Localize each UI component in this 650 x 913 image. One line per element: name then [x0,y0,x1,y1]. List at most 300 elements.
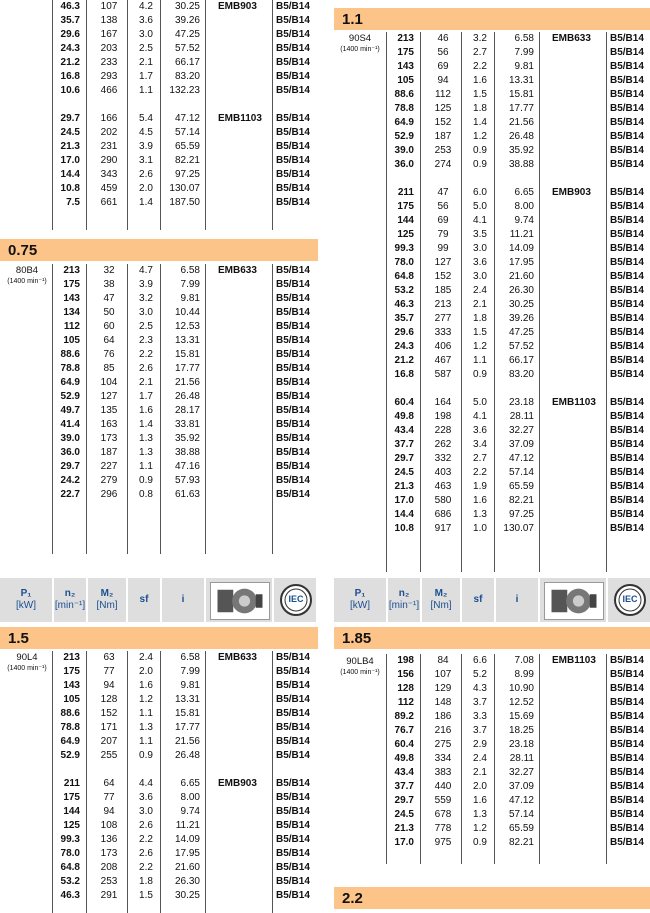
mounting-cell: B5/B14 [610,669,644,680]
column-header-left [0,578,318,622]
torque-cell: 32 [103,265,115,276]
speed-cell: 64.9 [60,377,80,388]
table-row [0,707,316,721]
mounting-cell: B5/B14 [276,307,310,318]
speed-cell: 37.7 [394,781,414,792]
ratio-cell: 21.60 [174,862,200,873]
table-row [0,721,316,735]
speed-cell: 22.7 [60,489,80,500]
mounting-cell: B5/B14 [276,29,310,40]
speed-cell: 128 [397,683,414,694]
speed-cell: 88.6 [60,708,80,719]
ratio-cell: 15.81 [174,349,200,360]
speed-cell: 64.8 [394,271,414,282]
service-factor-cell: 1.5 [473,89,487,100]
ratio-cell: 8.00 [514,201,534,212]
gear-motor-icon [544,582,604,620]
ratio-cell: 57.14 [508,809,534,820]
section-band-1-1 [334,8,650,30]
table-row [334,682,650,696]
model-cell: EMB1103 [552,397,596,408]
table-row [334,32,650,46]
service-factor-cell: 2.4 [473,285,487,296]
mounting-cell: B5/B14 [276,694,310,705]
table-row [334,738,650,752]
header-power [334,578,386,622]
speed-cell: 105 [397,75,414,86]
torque-cell: 166 [100,113,118,124]
model-cell: EMB633 [552,33,591,44]
table-row [334,74,650,88]
speed-cell: 21.2 [60,57,80,68]
service-factor-cell: 1.4 [139,197,153,208]
ratio-cell: 17.95 [508,257,534,268]
ratio-cell: 65.59 [508,481,534,492]
mounting-cell: B5/B14 [610,75,644,86]
speed-cell: 175 [63,792,80,803]
speed-cell: 29.7 [394,795,414,806]
table-row [0,278,316,292]
torque-cell: 332 [434,453,452,464]
torque-cell: 107 [100,1,118,12]
torque-cell: 127 [434,257,452,268]
speed-cell: 49.7 [60,405,80,416]
header-ratio [162,578,204,622]
ratio-cell: 12.52 [508,697,534,708]
mounting-cell: B5/B14 [276,708,310,719]
table-row [0,833,316,847]
mounting-cell: B5/B14 [610,285,644,296]
speed-cell: 105 [63,694,80,705]
torque-cell: 127 [100,391,118,402]
mounting-cell: B5/B14 [610,369,644,380]
speed-cell: 35.7 [60,15,80,26]
table-row [0,168,316,182]
mounting-cell: B5/B14 [276,15,310,26]
mounting-cell: B5/B14 [276,461,310,472]
header-symbol: sf [139,594,149,605]
table-row [0,651,316,665]
mounting-cell: B5/B14 [610,355,644,366]
service-factor-cell: 1.3 [139,433,153,444]
speed-cell: 46.3 [394,299,414,310]
service-factor-cell: 1.6 [139,680,153,691]
header-symbol: sf [473,594,483,605]
table-row [334,116,650,130]
service-factor-cell: 2.1 [473,767,487,778]
table-row [0,847,316,861]
table-row [0,0,316,14]
speed-cell: 60.4 [394,739,414,750]
service-factor-cell: 2.2 [139,834,153,845]
torque-cell: 164 [434,397,452,408]
ratio-cell: 132.23 [169,85,200,96]
torque-cell: 975 [434,837,452,848]
service-factor-cell: 1.8 [473,103,487,114]
mounting-cell: B5/B14 [610,495,644,506]
ratio-cell: 57.52 [508,341,534,352]
table-1-1 [334,32,650,572]
mounting-cell: B5/B14 [276,57,310,68]
speed-cell: 16.8 [394,369,414,380]
table-row [0,861,316,875]
ratio-cell: 38.88 [508,159,534,170]
ratio-cell: 35.92 [174,433,200,444]
service-factor-cell: 2.0 [139,666,153,677]
ratio-cell: 130.07 [169,183,200,194]
service-factor-cell: 2.4 [473,753,487,764]
table-row [0,28,316,42]
speed-cell: 125 [63,820,80,831]
speed-cell: 10.6 [60,85,80,96]
table-1-85 [334,654,650,864]
torque-cell: 467 [434,355,452,366]
table-row [334,766,650,780]
service-factor-cell: 5.4 [139,113,153,124]
motor-rpm: (1400 min⁻¹) [7,278,47,285]
service-factor-cell: 2.7 [473,47,487,58]
mounting-cell: B5/B14 [610,131,644,142]
table-row [334,158,650,172]
service-factor-cell: 1.8 [139,876,153,887]
table-row [0,679,316,693]
section-band-1-5 [0,627,318,649]
service-factor-cell: 1.8 [473,313,487,324]
ratio-cell: 12.53 [174,321,200,332]
ratio-cell: 82.21 [508,495,534,506]
torque-cell: 76 [103,349,115,360]
service-factor-cell: 3.0 [473,271,487,282]
speed-cell: 29.7 [394,453,414,464]
left-top-table [0,0,316,230]
speed-cell: 21.3 [394,481,414,492]
section-power-title: 1.85 [342,630,372,647]
speed-cell: 211 [397,187,414,198]
ratio-cell: 28.11 [509,753,534,764]
service-factor-cell: 1.7 [139,391,153,402]
ratio-cell: 47.25 [508,327,534,338]
ratio-cell: 37.09 [508,781,534,792]
service-factor-cell: 2.2 [139,349,153,360]
service-factor-cell: 0.8 [139,489,153,500]
speed-cell: 52.9 [394,131,414,142]
service-factor-cell: 1.1 [139,708,153,719]
ratio-cell: 7.99 [180,666,200,677]
table-row [0,390,316,404]
speed-cell: 41.4 [60,419,80,430]
header-output-torque [422,578,460,622]
service-factor-cell: 1.6 [473,75,487,86]
torque-cell: 173 [100,848,118,859]
speed-cell: 7.5 [66,197,80,208]
torque-cell: 167 [100,29,118,40]
ratio-cell: 83.20 [508,369,534,380]
service-factor-cell: 3.2 [139,293,153,304]
speed-cell: 21.3 [60,141,80,152]
table-row [334,298,650,312]
header-unit: [Nm] [96,600,118,611]
ratio-cell: 37.09 [508,439,534,450]
service-factor-cell: 2.1 [139,377,153,388]
torque-cell: 138 [100,15,118,26]
ratio-cell: 13.31 [508,75,534,86]
speed-cell: 29.7 [60,113,80,124]
speed-cell: 49.8 [394,411,414,422]
ratio-cell: 57.93 [174,475,200,486]
ratio-cell: 61.63 [174,489,200,500]
ratio-cell: 13.31 [174,335,200,346]
speed-cell: 36.0 [60,447,80,458]
table-row [0,196,316,210]
header-service-factor [462,578,494,622]
model-cell: EMB633 [218,265,257,276]
ratio-cell: 17.77 [174,722,200,733]
torque-cell: 917 [434,523,452,534]
header-power [0,578,52,622]
speed-cell: 29.7 [60,461,80,472]
speed-cell: 52.9 [60,391,80,402]
mounting-cell: B5/B14 [610,145,644,156]
section-band-0-75 [0,239,318,261]
service-factor-cell: 3.0 [473,243,487,254]
table-row [0,42,316,56]
torque-cell: 77 [103,792,115,803]
torque-cell: 129 [434,683,452,694]
mounting-cell: B5/B14 [610,397,644,408]
table-row [334,494,650,508]
speed-cell: 37.7 [394,439,414,450]
torque-cell: 148 [434,697,452,708]
ratio-cell: 39.26 [174,15,200,26]
torque-cell: 56 [437,47,449,58]
speed-cell: 175 [397,201,414,212]
ratio-cell: 6.65 [514,187,534,198]
torque-cell: 334 [434,753,452,764]
table-row [334,794,650,808]
service-factor-cell: 3.7 [473,725,487,736]
mounting-cell: B5/B14 [276,183,310,194]
service-factor-cell: 1.6 [473,795,487,806]
ratio-cell: 97.25 [508,509,534,520]
speed-cell: 17.0 [394,837,414,848]
mounting-cell: B5/B14 [276,405,310,416]
ratio-cell: 9.81 [180,293,200,304]
model-cell: EMB1103 [218,113,262,124]
ratio-cell: 26.30 [174,876,200,887]
motor-type: 90S4 [348,33,372,44]
speed-cell: 36.0 [394,159,414,170]
torque-cell: 112 [435,89,451,100]
torque-cell: 559 [434,795,452,806]
table-row [334,214,650,228]
model-cell: EMB903 [218,778,257,789]
service-factor-cell: 3.9 [139,141,153,152]
header-unit: [min⁻¹] [388,600,420,611]
mounting-cell: B5/B14 [610,201,644,212]
speed-cell: 78.0 [394,257,414,268]
torque-cell: 463 [434,481,452,492]
ratio-cell: 28.17 [174,405,200,416]
ratio-cell: 9.81 [180,680,200,691]
motor-rpm: (1400 min⁻¹) [340,46,380,53]
torque-cell: 231 [100,141,118,152]
torque-cell: 262 [434,439,452,450]
torque-cell: 60 [103,321,115,332]
torque-cell: 38 [103,279,115,290]
service-factor-cell: 1.3 [139,722,153,733]
torque-cell: 274 [434,159,452,170]
torque-cell: 50 [103,307,115,318]
ratio-cell: 47.12 [174,113,200,124]
service-factor-cell: 3.5 [473,229,487,240]
service-factor-cell: 3.9 [139,279,153,290]
mounting-cell: B5/B14 [610,411,644,422]
torque-cell: 255 [100,750,118,761]
table-row [334,368,650,382]
torque-cell: 187 [434,131,452,142]
service-factor-cell: 6.6 [473,655,487,666]
table-row [0,693,316,707]
table-row [0,460,316,474]
service-factor-cell: 5.0 [473,201,487,212]
service-factor-cell: 1.5 [473,327,487,338]
ratio-cell: 83.20 [174,71,200,82]
header-unit: [kW] [350,600,370,611]
ratio-cell: 82.21 [174,155,200,166]
service-factor-cell: 2.5 [139,321,153,332]
ratio-cell: 38.88 [174,447,200,458]
ratio-cell: 6.65 [180,778,200,789]
mounting-cell: B5/B14 [276,293,310,304]
header-unit: [min⁻¹] [54,600,86,611]
ratio-cell: 7.99 [514,47,534,58]
mounting-cell: B5/B14 [610,341,644,352]
mounting-cell: B5/B14 [610,481,644,492]
iec-icon [612,582,648,618]
speed-cell: 29.6 [60,29,80,40]
table-row [334,654,650,668]
service-factor-cell: 2.1 [473,299,487,310]
header-unit: [Nm] [430,600,452,611]
service-factor-cell: 5.2 [473,669,487,680]
speed-cell: 14.4 [394,509,414,520]
speed-cell: 21.2 [394,355,414,366]
torque-cell: 79 [437,229,449,240]
service-factor-cell: 2.4 [139,652,153,663]
ratio-cell: 66.17 [508,355,534,366]
mounting-cell: B5/B14 [610,257,644,268]
torque-cell: 207 [100,736,118,747]
header-symbol: i [181,594,185,605]
service-factor-cell: 3.3 [473,711,487,722]
speed-cell: 88.6 [60,349,80,360]
table-row [334,480,650,494]
table-row [0,292,316,306]
service-factor-cell: 1.4 [139,419,153,430]
speed-cell: 143 [397,61,414,72]
service-factor-cell: 2.9 [473,739,487,750]
mounting-cell: B5/B14 [610,215,644,226]
mounting-cell: B5/B14 [610,61,644,72]
ratio-cell: 21.56 [174,377,200,388]
service-factor-cell: 1.6 [139,405,153,416]
torque-cell: 46 [437,33,449,44]
service-factor-cell: 3.0 [139,29,153,40]
header-symbol: n₂ [64,588,76,599]
mounting-cell: B5/B14 [610,229,644,240]
torque-cell: 128 [100,694,118,705]
header-output-speed [54,578,86,622]
mounting-cell: B5/B14 [610,655,644,666]
service-factor-cell: 2.7 [473,453,487,464]
mounting-cell: B5/B14 [276,806,310,817]
section-power-title: 2.2 [342,890,363,907]
speed-cell: 53.2 [60,876,80,887]
mounting-cell: B5/B14 [276,750,310,761]
torque-cell: 778 [434,823,452,834]
ratio-cell: 26.30 [508,285,534,296]
speed-cell: 78.8 [60,722,80,733]
service-factor-cell: 1.6 [473,495,487,506]
section-band-1-85 [334,627,650,649]
torque-cell: 227 [100,461,118,472]
mounting-cell: B5/B14 [610,271,644,282]
speed-cell: 24.3 [394,341,414,352]
speed-cell: 175 [397,47,414,58]
table-row [334,144,650,158]
service-factor-cell: 4.7 [139,265,153,276]
torque-cell: 661 [100,197,118,208]
speed-cell: 89.2 [394,711,414,722]
service-factor-cell: 0.9 [139,475,153,486]
table-row [334,396,650,410]
ratio-cell: 32.27 [508,767,534,778]
ratio-cell: 6.58 [180,652,200,663]
torque-cell: 186 [434,711,452,722]
mounting-cell: B5/B14 [276,848,310,859]
table-row [334,46,650,60]
torque-cell: 63 [103,652,115,663]
mounting-cell: B5/B14 [276,197,310,208]
service-factor-cell: 1.1 [473,355,487,366]
header-ratio [496,578,538,622]
mounting-cell: B5/B14 [276,321,310,332]
motor-rpm: (1400 min⁻¹) [340,669,380,676]
speed-cell: 39.0 [60,433,80,444]
table-row [0,404,316,418]
speed-cell: 64.8 [60,862,80,873]
torque-cell: 107 [434,669,452,680]
service-factor-cell: 2.3 [139,335,153,346]
table-row [0,791,316,805]
ratio-cell: 65.59 [174,141,200,152]
torque-cell: 171 [100,722,118,733]
torque-cell: 136 [100,834,118,845]
mounting-cell: B5/B14 [610,47,644,58]
service-factor-cell: 3.4 [473,439,487,450]
table-row [0,182,316,196]
mounting-cell: B5/B14 [276,349,310,360]
table-row [334,508,650,522]
table-row [334,466,650,480]
speed-cell: 17.0 [394,495,414,506]
service-factor-cell: 1.3 [139,447,153,458]
mounting-cell: B5/B14 [610,313,644,324]
service-factor-cell: 4.1 [473,411,487,422]
mounting-cell: B5/B14 [276,377,310,388]
table-row [0,140,316,154]
header-output-speed [388,578,420,622]
